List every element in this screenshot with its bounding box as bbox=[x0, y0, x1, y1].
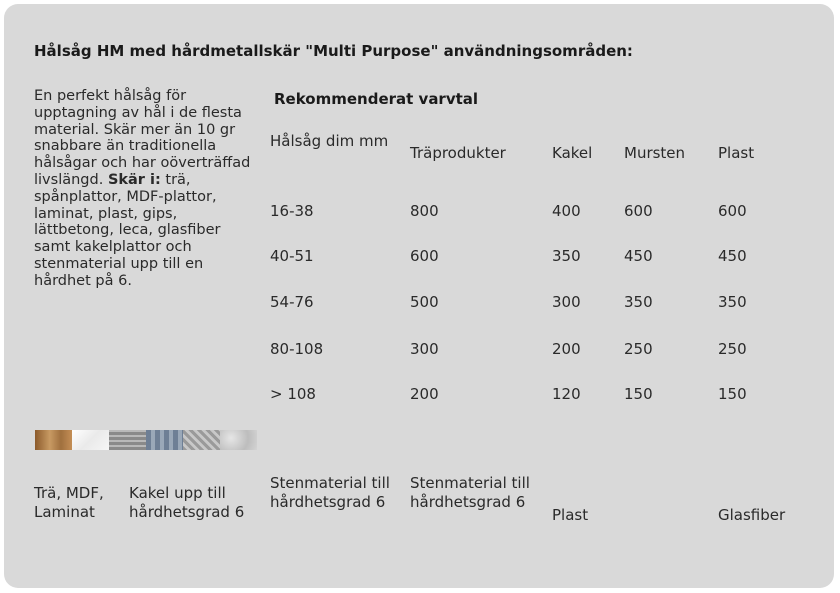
row2-plastic: 450 bbox=[718, 247, 747, 265]
row5-tile: 120 bbox=[552, 385, 581, 403]
product-description bbox=[34, 88, 259, 290]
row3-tile: 300 bbox=[552, 293, 581, 311]
row4-dimension: 80-108 bbox=[270, 340, 324, 358]
row2-brick: 450 bbox=[624, 247, 653, 265]
header-brick: Mursten bbox=[624, 144, 686, 162]
row1-brick: 600 bbox=[624, 202, 653, 220]
row4-tile: 200 bbox=[552, 340, 581, 358]
material-swatches bbox=[35, 430, 257, 450]
header-dimension: Hålsåg dim mm bbox=[270, 132, 389, 150]
row3-brick: 350 bbox=[624, 293, 653, 311]
granite-swatch-image bbox=[183, 430, 220, 450]
row5-plastic: 150 bbox=[718, 385, 747, 403]
content-panel bbox=[4, 4, 834, 588]
row5-wood: 200 bbox=[410, 385, 439, 403]
row5-dimension: > 108 bbox=[270, 385, 316, 403]
rpm-table-title: Rekommenderat varvtal bbox=[274, 90, 479, 108]
row3-plastic: 350 bbox=[718, 293, 747, 311]
row3-wood: 500 bbox=[410, 293, 439, 311]
row4-wood: 300 bbox=[410, 340, 439, 358]
row1-dimension: 16-38 bbox=[270, 202, 314, 220]
row3-dimension: 54-76 bbox=[270, 293, 314, 311]
material-label-plastic: Plast bbox=[552, 506, 589, 524]
row1-tile: 400 bbox=[552, 202, 581, 220]
page-title: Hålsåg HM med hårdmetallskär "Multi Purpose" användningsområden: bbox=[34, 42, 633, 60]
tile-swatch-image bbox=[109, 430, 146, 450]
material-label-stone-2: Stenmaterial till hårdhetsgrad 6 bbox=[410, 474, 530, 511]
cuts-text: trä, spånplattor, MDF-plattor, laminat, plast, gips, lättbetong, leca, glasfiber samt kakelplattor och stenmaterial upp till en hårdhet på 6. bbox=[34, 171, 221, 289]
row4-plastic: 250 bbox=[718, 340, 747, 358]
cuts-label: Skär i: bbox=[107, 171, 161, 188]
fiberglass-swatch-image bbox=[220, 430, 257, 450]
row1-wood: 800 bbox=[410, 202, 439, 220]
description-intro: En perfekt hålsåg för upptagning av hål i de flesta material. Skär mer än 10 gr snabbare än traditionella hålsågar och har oöverträffad livslängd. bbox=[34, 88, 251, 188]
row2-dimension: 40-51 bbox=[270, 247, 314, 265]
material-label-tile: Kakel upp till hårdhetsgrad 6 bbox=[129, 484, 245, 521]
row1-plastic: 600 bbox=[718, 202, 747, 220]
material-label-wood: Trä, MDF, Laminat bbox=[34, 484, 104, 521]
row4-brick: 250 bbox=[624, 340, 653, 358]
wood-swatch-image bbox=[35, 430, 72, 450]
stone-swatch-image bbox=[146, 430, 183, 450]
header-wood: Träprodukter bbox=[410, 144, 506, 162]
row2-tile: 350 bbox=[552, 247, 581, 265]
header-tile: Kakel bbox=[552, 144, 593, 162]
material-label-stone: Stenmaterial till hårdhetsgrad 6 bbox=[270, 474, 390, 511]
marble-swatch-image bbox=[72, 430, 109, 450]
material-label-fiberglass: Glasfiber bbox=[718, 506, 786, 524]
row2-wood: 600 bbox=[410, 247, 439, 265]
row5-brick: 150 bbox=[624, 385, 653, 403]
header-plastic: Plast bbox=[718, 144, 755, 162]
